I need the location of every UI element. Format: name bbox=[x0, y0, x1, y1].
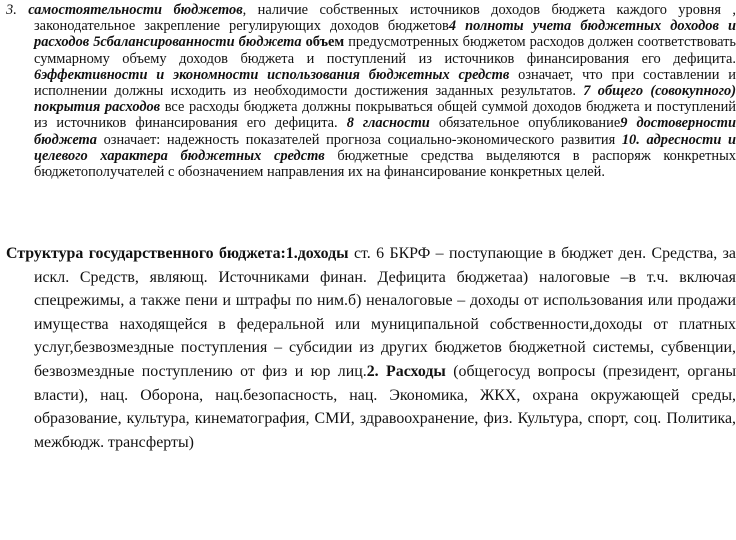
expenses-heading: 2. Расходы bbox=[366, 362, 446, 380]
principle-number-3: 3. bbox=[6, 2, 29, 18]
principle-independence: самостоятельности бюджетов bbox=[28, 2, 243, 18]
principle-total-coverage: 7 общего (совокупного) покрытия расходов bbox=[34, 83, 736, 116]
principle-independence-text: , наличие собственных источников доходов бюджета каждого уровня , законодательное закрепление регулирующих доходов бюджетов bbox=[34, 2, 736, 35]
total-coverage-text: все расходы бюджета должны покрываться общей суммой доходов бюджета и поступлений из источников финансирования его дефицита. bbox=[34, 99, 736, 132]
revenues-text: ст. 6 БКРФ – поступающие в бюджет ден. Средства, за искл. Средств, являющ. Источниками финан. Дефицита бюджетаа) налоговые –в т.ч. включая спецрежимы, а также пени и штрафы по ним.б) неналоговые – доходы от использования или продажи имущества находящейся в федеральной или муниципальной собственности,доходы от платных услуг,безвозмездные поступления – субсидии из других бюджетов бюджетной системы, субвенции, безвозмездные поступлению от физ и юр лиц. bbox=[34, 245, 736, 380]
balance-volume-word: объем bbox=[301, 34, 345, 51]
budget-structure-paragraph bbox=[6, 242, 736, 454]
efficiency-text: означает, что при составлении и исполнении должны исходить из необходимости достижения заданных результатов. bbox=[34, 66, 736, 100]
principle-transparency: 8 гласности bbox=[346, 115, 430, 132]
budget-structure-heading: Структура государственного бюджета:1.доходы bbox=[6, 245, 349, 262]
principle-completeness-balance: 4 полноты учета бюджетных доходов и расходов 5сбалансированности бюджета bbox=[34, 18, 736, 51]
reliability-text: означает: надежность показателей прогноза социально-экономического развития bbox=[96, 131, 622, 148]
expenses-text: (общегосуд вопросы (президент, органы власти), нац. Оборона, нац.безопасность, нац. Экономика, ЖКХ, охрана окружающей среды, образование, культура, кинематография, СМИ, здравоохранение, физ. Культура, спорт, соц. Политика, межбюдж. трансферты) bbox=[34, 362, 736, 451]
transparency-text: обязательное опубликование bbox=[429, 115, 621, 132]
budget-principles-paragraph bbox=[6, 2, 736, 180]
principle-efficiency: 6эффективности и экономности использования бюджетных средств bbox=[34, 66, 510, 83]
principle-targeting: 10. адресности и целевого характера бюджетных средств bbox=[34, 131, 736, 164]
principle-reliability: 9 достоверности бюджета bbox=[34, 115, 736, 148]
targeting-text: бюджетные средства выделяются в распоряж конкретных бюджетополучателей с обозначением направления их на финансирование конкретных целей. bbox=[34, 147, 736, 181]
balance-text: предусмотренных бюджетом расходов должен соответствовать суммарному объему доходов бюджета и поступлений из источников финансирования его дефицита. bbox=[34, 34, 736, 67]
